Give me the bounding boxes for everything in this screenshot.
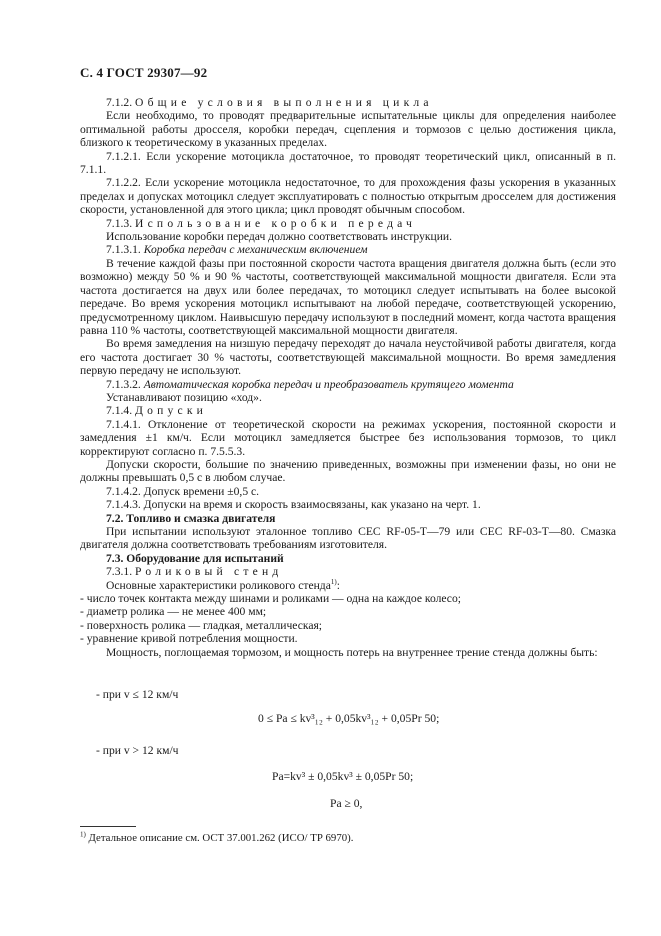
paragraph: Мощность, поглощаемая тормозом, и мощность потерь на внутреннее трение стенда должны быть: (106, 645, 598, 659)
page-header: С. 4 ГОСТ 29307—92 (80, 65, 208, 80)
paragraph-text: : (336, 578, 340, 592)
paragraph: 7.1.4.1. Отклонение от теоретической скорости на режимах ускорения, постоянной скорости и замедления ±1 км/ч. Если мотоцикл замедляется быстрее без использования тормозов, то цикл корректируют согласно п. 7.5.5.3. (80, 417, 616, 458)
list-item: - уравнение кривой потребления мощности. (80, 632, 298, 646)
paragraph: 7.1.4.3. Допуски на время и скорость взаимосвязаны, как указано на черт. 1. (106, 498, 481, 512)
section-number: 7.1.2. (106, 96, 133, 109)
footnote-divider (80, 826, 136, 827)
formula-1: 0 ≤ Pa ≤ kv³₁₂ + 0,05kv³₁₂ + 0,05Pr 50; (258, 712, 440, 725)
section-title: Коробка передач с механическим включением (143, 243, 368, 257)
section-7-1-2-heading (80, 96, 616, 109)
paragraph: 7.1.4.2. Допуск времени ±0,5 с. (106, 484, 260, 498)
section-title: Допуски (135, 404, 208, 418)
section-title: Роликовый стенд (135, 565, 283, 579)
paragraph (80, 579, 616, 592)
paragraph: Устанавливают позицию «ход». (106, 390, 262, 404)
paragraph: 7.1.2.2. Если ускорение мотоцикла недостаточное, то для прохождения фазы ускорения в указанных пределах и допусках мотоцикл следует эксплуатировать с полностью открытым дросселем для достижения скорости, установленной для этого цикла; цикл проводят обычным способом. (80, 176, 616, 217)
paragraph: В течение каждой фазы при постоянной скорости частота вращения двигателя должна быть (если это возможно) между 50 % и 90 % частоты, соответствующей максимальной мощности двигателя. Если эта частота достигается на двух или более передачах, то мотоцикл следует испытывать на более высокой передаче. Во время ускорения мотоцикл испытывают на любой передаче, соответствующей ускорению, предусмотренному циклом. Наивысшую передачу используют в последний момент, когда частота вращения равна 110 % частоты, соответствующей максимальной мощности двигателя. (80, 256, 616, 337)
list-item: - число точек контакта между шинами и роликами — одна на каждое колесо; (80, 592, 461, 606)
section-7-1-3-heading (80, 217, 616, 230)
section-title: Использование коробки передач (135, 216, 417, 230)
section-number: 7.3.1. (106, 565, 133, 579)
paragraph: При испытании используют эталонное топливо CEC RF-05-T—79 или CEC RF-03-T—80. Смазка двигателя должна соответствовать требованиям изготовителя. (80, 525, 616, 552)
formula-2: Pa=kv³ ± 0,05kv³ ± 0,05Pr 50; (272, 770, 414, 783)
list-item: - диаметр ролика — не менее 400 мм; (80, 605, 267, 619)
list-item: - поверхность ролика — гладкая, металлическая; (80, 618, 323, 632)
section-number: 7.1.3.2. (106, 377, 141, 391)
paragraph-text: Основные характеристики роликового стенда (106, 578, 331, 592)
paragraph: 7.1.2.1. Если ускорение мотоцикла достаточное, то проводят теоретический цикл, описанный в п. 7.1.1. (80, 149, 616, 177)
paragraph: Допуски скорости, большие по значению приведенных, возможны при изменении фазы, но они не должны превышать 0,5 с в любом случае. (80, 457, 616, 485)
section-7-1-3-2-heading (80, 378, 616, 391)
section-7-2-heading: 7.2. Топливо и смазка двигателя (106, 511, 276, 525)
formula-3: Pa ≥ 0, (330, 797, 363, 810)
document-body (80, 96, 616, 659)
formula-condition-1: - при v ≤ 12 км/ч (96, 688, 179, 701)
section-title: Автоматическая коробка передач и преобразователь крутящего момента (143, 377, 514, 391)
paragraph: Если необходимо, то проводят предварительные испытательные циклы для определения наиболее оптимальной работы дросселя, коробки передач, сцепления и тормозов с целью достижения цикла, близкого к теоретическому в указанных пределах. (80, 109, 616, 150)
footnote-ref: 1) (330, 577, 337, 586)
section-7-1-4-heading (80, 404, 616, 417)
paragraph: Использование коробки передач должно соответствовать инструкции. (106, 230, 453, 244)
section-number: 7.1.4. (106, 404, 133, 418)
section-7-3-heading: 7.3. Оборудование для испытаний (106, 551, 284, 565)
footnote (80, 832, 353, 845)
formula-condition-2: - при v > 12 км/ч (96, 744, 179, 757)
section-7-1-3-1-heading (80, 243, 616, 256)
section-7-3-1-heading (80, 565, 616, 578)
paragraph: Во время замедления на низшую передачу переходят до начала неустойчивой работы двигателя, когда его частота достигает 30 % частоты, соответствующей максимальной мощности. Во время замедления первую передачу не используют. (80, 337, 616, 378)
section-number: 7.1.3. (106, 216, 133, 230)
section-number: 7.1.3.1. (106, 243, 141, 257)
footnote-mark: 1) (80, 830, 86, 839)
section-title: Общие условия выполнения цикла (135, 96, 433, 109)
footnote-text: Детальное описание см. ОСТ 37.001.262 (ИСО/ ТР 6970). (88, 832, 354, 844)
